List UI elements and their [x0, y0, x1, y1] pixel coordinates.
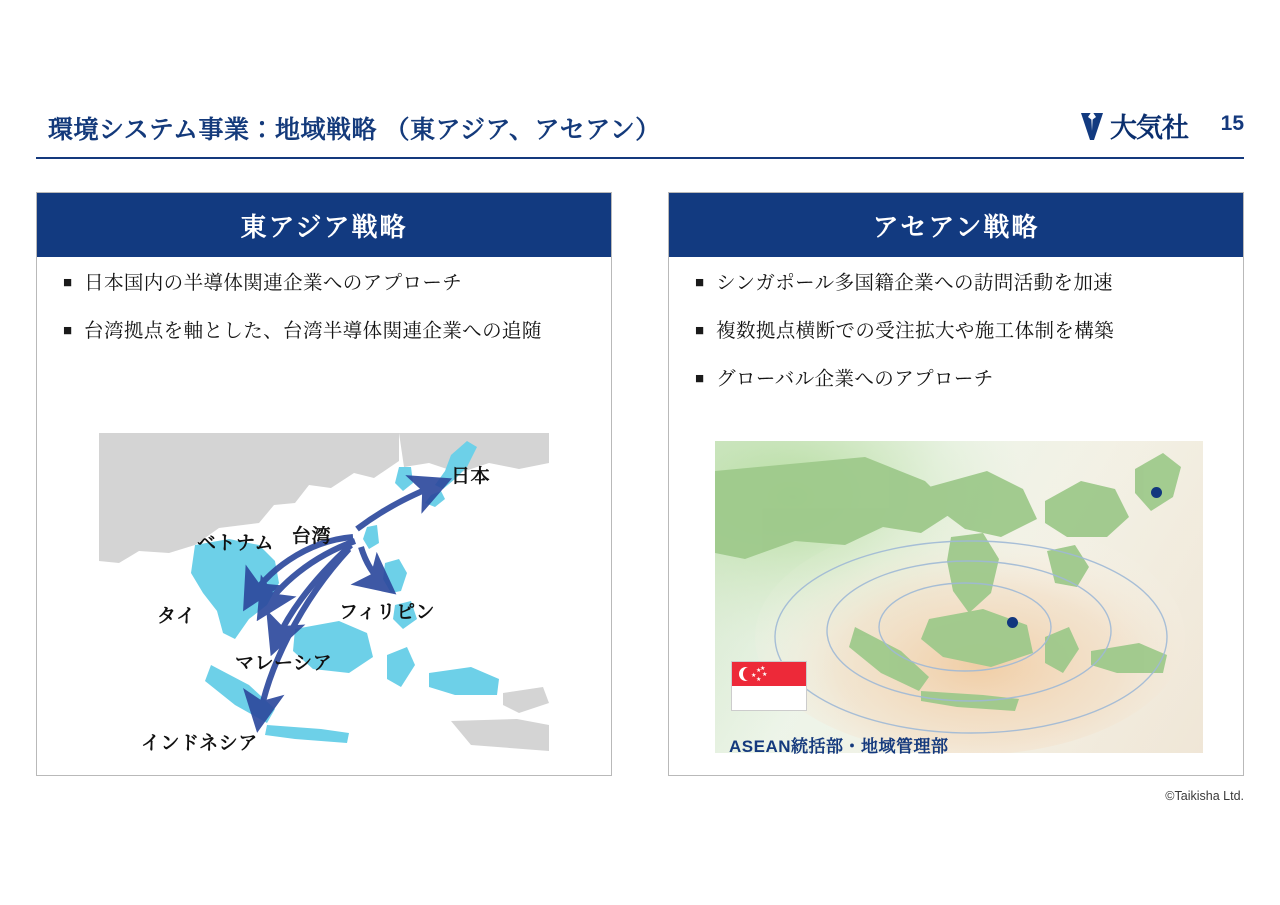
square-bullet-icon: ■	[63, 322, 73, 339]
map-label-indonesia: インドネシア	[141, 733, 258, 754]
panel-asean-heading: アセアン戦略	[669, 193, 1243, 257]
page-title: 環境システム事業：地域戦略 （東アジア、アセアン）	[48, 116, 661, 144]
east-asia-map	[99, 433, 549, 763]
map-label-japan: 日本	[451, 466, 491, 487]
bullet-label: 複数拠点横断での受注拡大や施工体制を構築	[716, 320, 1115, 342]
map-label-thailand: タイ	[157, 606, 196, 627]
japan-marker	[1151, 487, 1162, 498]
list-item	[695, 269, 1225, 297]
company-logo	[1079, 106, 1188, 145]
panel-east-asia-heading: 東アジア戦略	[37, 193, 611, 257]
map-label-philippines: フィリピン	[339, 602, 435, 623]
taikisha-v-mark-icon	[1079, 111, 1105, 141]
square-bullet-icon: ■	[695, 370, 705, 387]
square-bullet-icon: ■	[695, 274, 705, 291]
company-logo-text: 大気社	[1110, 113, 1188, 143]
asean-map-caption: ASEAN統括部・地域管理部	[729, 737, 949, 756]
slide-header	[0, 110, 1280, 166]
square-bullet-icon: ■	[695, 322, 705, 339]
bullet-label: 日本国内の半導体関連企業へのアプローチ	[84, 272, 463, 294]
singapore-flag-icon: ★ ★ ★ ★ ★	[731, 661, 807, 711]
list-item	[63, 317, 593, 345]
bullet-label: シンガポール多国籍企業への訪問活動を加速	[716, 272, 1114, 294]
bullet-label: 台湾拠点を軸とした、台湾半導体関連企業への追随	[84, 320, 542, 342]
title-divider	[36, 157, 1244, 159]
page-number: 15	[1220, 112, 1244, 135]
list-item	[695, 317, 1225, 345]
panel-east-asia-bullets	[63, 269, 593, 365]
map-label-malaysia: マレーシア	[235, 653, 333, 674]
map-label-vietnam: ベトナム	[197, 533, 275, 554]
singapore-marker	[1007, 617, 1018, 628]
copyright-notice: ©Taikisha Ltd.	[1165, 789, 1244, 803]
list-item	[695, 365, 1225, 393]
panel-east-asia	[36, 192, 612, 776]
map-label-taiwan: 台湾	[292, 526, 332, 547]
panel-asean	[668, 192, 1244, 776]
panel-asean-bullets	[695, 269, 1225, 413]
bullet-label: グローバル企業へのアプローチ	[716, 368, 994, 390]
list-item	[63, 269, 593, 297]
square-bullet-icon: ■	[63, 274, 73, 291]
